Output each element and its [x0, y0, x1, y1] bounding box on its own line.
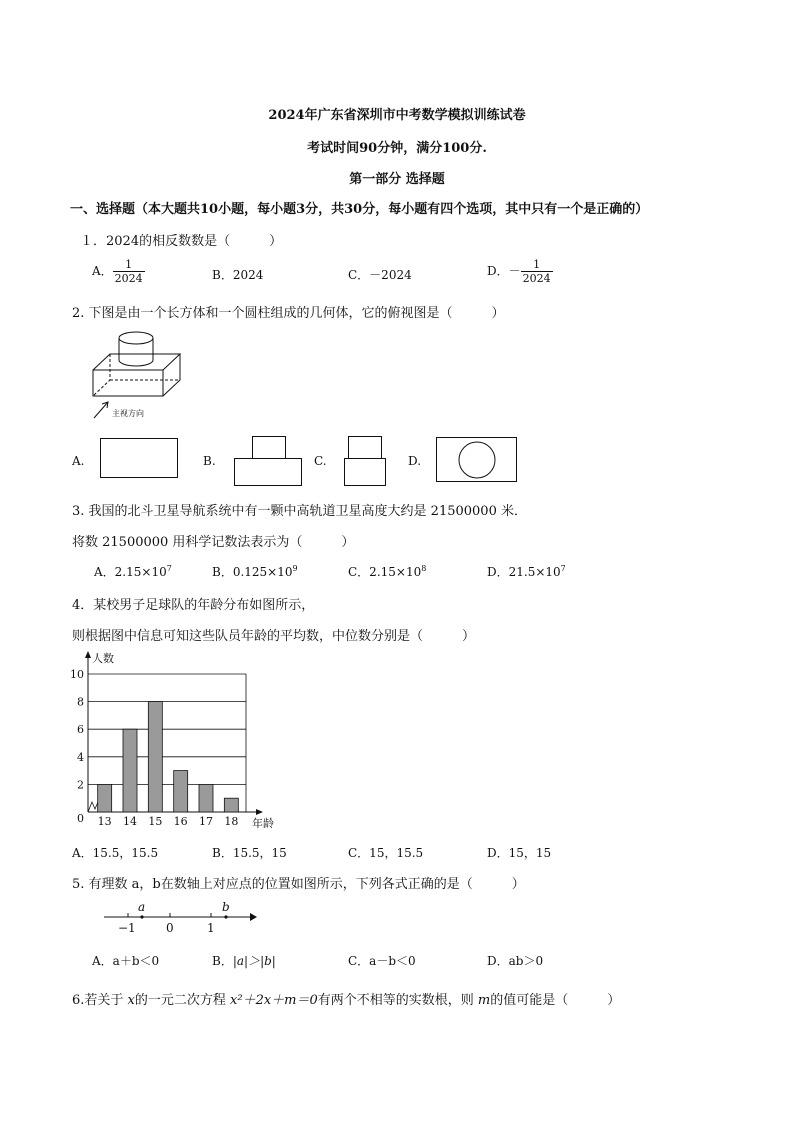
q6-stem: 6.若关于 x的一元二次方程 x²＋2x＋m＝0有两个不相等的实数根，则 m的值可能是（ ） — [72, 993, 621, 1008]
y-tick-label: 8 — [77, 695, 84, 709]
y-axis-label: 人数 — [92, 652, 114, 665]
q1-option-d: D．－ $\frac{1}{2024}$ — [487, 258, 551, 285]
q5-option-a: A．a＋b＜0 — [92, 954, 160, 968]
box-side-face — [163, 354, 180, 396]
cylinder-top — [119, 332, 153, 344]
y-axis-arrow — [85, 651, 91, 658]
y-tick-label: 4 — [77, 750, 84, 764]
box-front-face — [93, 370, 163, 396]
bar — [148, 702, 162, 812]
q4-option-b: B．15.5，15 — [212, 846, 287, 860]
q3-option-a: A．$2.15\times 10^7$ — [94, 564, 172, 579]
q4-option-c: C．15，15.5 — [348, 846, 424, 860]
exam-subtitle: 考试时间90分钟，满分100分. — [307, 141, 487, 156]
age-bar-chart — [66, 648, 286, 832]
y-tick-label: 10 — [70, 668, 84, 681]
point-a-dot — [140, 915, 143, 918]
y-tick-label: 0 — [77, 812, 84, 825]
q1-option-a: A． $\frac{1}{2024}$ — [92, 258, 143, 285]
bar — [123, 729, 137, 812]
q2-option-a-rect — [100, 438, 178, 478]
point-b-label: b — [222, 900, 230, 914]
q3-stem-line1: 3. 我国的北斗卫星导航系统中有一颗中高轨道卫星高度大约是 21500000 米． — [72, 504, 527, 519]
q5-option-b: B．|a|＞|b| — [212, 954, 276, 968]
q3-option-d: D．$21.5\times 10^7$ — [487, 564, 566, 579]
bar — [224, 798, 238, 812]
q1-stem: １．2024的相反数数是（ ） — [80, 234, 283, 249]
tick-label-one: 1 — [207, 921, 215, 935]
q2-option-c-bottom-rect — [344, 458, 386, 486]
x-tick-label: 18 — [224, 815, 239, 828]
q5-option-c: C．a－b＜0 — [348, 954, 416, 968]
x-tick-label: 17 — [199, 815, 213, 828]
x-tick-label: 13 — [97, 815, 112, 828]
q5-stem: 5. 有理数 a，b在数轴上对应点的位置如图所示，下列各式正确的是（ ） — [72, 877, 525, 892]
axis-break — [88, 802, 98, 812]
q2-stem: 2. 下图是由一个长方体和一个圆柱组成的几何体，它的俯视图是（ ） — [72, 306, 505, 321]
q2-option-b-bottom-rect — [234, 458, 302, 486]
q5-option-d: D．ab＞0 — [487, 954, 544, 968]
x-axis-arrow — [256, 809, 263, 815]
bar — [199, 784, 213, 812]
exam-title: 2024年广东省深圳市中考数学模拟训练试卷 — [268, 108, 526, 123]
q2-option-d-label: D. — [408, 454, 422, 468]
bar — [98, 784, 112, 812]
q4-option-d: D．15，15 — [487, 846, 552, 860]
q2-option-c-label: C. — [314, 454, 327, 468]
solid-figure — [88, 328, 198, 424]
q4-stem-line2: 则根据图中信息可知这些队员年龄的平均数，中位数分别是（ ） — [72, 629, 476, 644]
x-tick-label: 14 — [123, 815, 137, 828]
tick-label-zero: 0 — [166, 921, 174, 935]
point-a-label: a — [138, 900, 146, 914]
q1-option-c: C．－2024 — [348, 268, 412, 282]
x-axis-label: 年龄 — [252, 817, 274, 830]
bar — [174, 771, 188, 812]
q2-option-b-label: B. — [203, 454, 216, 468]
q1-option-b: B．2024 — [212, 268, 264, 282]
q3-option-c: C．$2.15\times 10^8$ — [348, 564, 427, 579]
q4-option-a: A．15.5，15.5 — [72, 846, 159, 860]
y-tick-label: 6 — [77, 723, 84, 737]
q2-option-c-top-rect — [348, 436, 382, 460]
box-top-face — [93, 354, 180, 370]
section-heading: 一、选择题（本大题共10小题，每小题3分，共30分，每小题有四个选项，其中只有一个是正确的） — [70, 202, 649, 217]
view-direction-label: 主视方向 — [112, 409, 144, 418]
x-tick-label: 16 — [173, 815, 188, 828]
q3-stem-line2: 将数 21500000 用科学记数法表示为（ ） — [72, 535, 355, 550]
point-b-dot — [224, 915, 227, 918]
q2-option-a-label: A. — [72, 454, 85, 468]
tick-label-minus-one: −1 — [118, 921, 136, 935]
q3-option-b: B．$0.125\times 10^9$ — [212, 564, 298, 579]
q4-stem-line1: 4．某校男子足球队的年龄分布如图所示， — [72, 598, 315, 613]
number-line-arrow — [250, 913, 257, 921]
x-tick-label: 15 — [148, 815, 163, 828]
view-direction-arrow — [94, 402, 108, 418]
y-tick-label: 2 — [77, 778, 84, 792]
q2-option-b-top-rect — [252, 436, 286, 460]
part-title: 第一部分 选择题 — [349, 172, 445, 187]
number-line — [100, 898, 260, 938]
q2-option-d-figure — [436, 437, 518, 483]
